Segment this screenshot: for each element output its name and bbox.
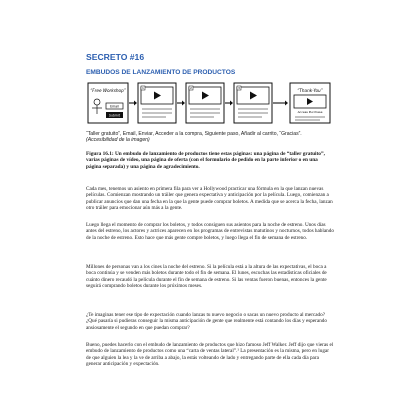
subsection-title: EMBUDOS DE LANZAMIENTO DE PRODUCTOS: [86, 69, 236, 76]
email-button-label: Email: [110, 104, 119, 109]
body-paragraph-4: ¿Te imaginas tener ese tipo de expectación cuando lanzas tu nuevo negocio o sacas un nuevo producto al mercado? ¿Qué pasaría si pudieras conseguir la misma anticipación de gente que realmente está contando los días y esperando ansiosamente el segundo en que puedan comprar?: [86, 312, 327, 331]
product-launch-funnel-diagram: [86, 82, 334, 127]
thank-you-page: [290, 83, 330, 123]
body-paragraph-1: Cada mes, tenemos un asiento en primera fila para ver a Hollywood practicar una fórmula en la que lanzan nuevas películas. Comienzan mostrando un tráiler que genera expectativa y anticipación por la película. Luego, comienzan a publicar anuncios que dan una fecha en la que la gente puede comprar boletos. A medida que se acerca la fecha, lanzan otro tráiler para emocionar aún más a la gente.: [86, 186, 333, 211]
step-marker-2: 2: [190, 86, 192, 90]
submit-button-label: Submit: [108, 113, 121, 118]
video-page-1: [138, 83, 176, 123]
video-page-2: [186, 83, 224, 123]
free-workshop-page: [88, 83, 128, 123]
access-purchase-label: Access Purchase: [297, 110, 323, 114]
free-workshop-title: “Free Workshop”: [90, 88, 126, 93]
thank-you-title: “Thank-You”: [297, 88, 323, 93]
video-page-3: [234, 83, 272, 123]
body-paragraph-3: Millones de personas van a los cines la noche del estreno. Si la película está a la altura de las expectativas, el boca a boca continúa y se venden más boletos durante todo el fin de semana. El lunes, escuchas las estadísticas oficiales de cuánto dinero recaudó la película durante el fin de semana de estreno. Si las ventas fueron buenas, entonces la gente seguirá comprando boletos durante los próximos meses.: [86, 264, 327, 289]
section-title: SECRETO #16: [86, 52, 145, 62]
step-marker-3: 3: [238, 86, 240, 90]
image-alt-text: [86, 131, 334, 143]
step-marker-1: 1: [142, 86, 144, 90]
image-alt-description: “Taller gratuito”, Email, Enviar, Acceder a la compra, Siguiente paso, Añadir al carrito, “Gracias”.: [86, 131, 302, 137]
figure-caption: Figura 16.1: Un embudo de lanzamiento de productos tiene estas páginas: una página de “taller gratuito”, varias páginas de vídeo, una página de oferta (con el formulario de pedido en la parte inferior o en una página separada) y una página de agradecimiento.: [86, 151, 325, 170]
body-paragraph-5: Bueno, puedes hacerlo con el embudo de lanzamiento de productos que hizo famoso Jeff Walker. Jeff dijo que vieras el embudo de lanzamiento de productos como una “carta de ventas lateral”.¹ La presentación es la misma, pero en lugar de que alguien la lea y la ve de arriba a abajo, la estás volteando de lado y entregando parte de ella cada día para generar anticipación y expectación.: [86, 342, 334, 367]
image-accessibility-link[interactable]: (Accesibilidad de la imagen): [86, 137, 150, 144]
body-paragraph-2: Luego llega el momento de comprar los boletos, y todos consiguen sus asientos para la noche de estreno. Unos días antes del estreno, los actores y actrices aparecen en los programas de entrevistas matutinos y nocturnos, todos hablando de la noche de estreno. Esto hace que más gente compre boletos, y luego llega el fin de semana de estreno.: [86, 222, 334, 241]
